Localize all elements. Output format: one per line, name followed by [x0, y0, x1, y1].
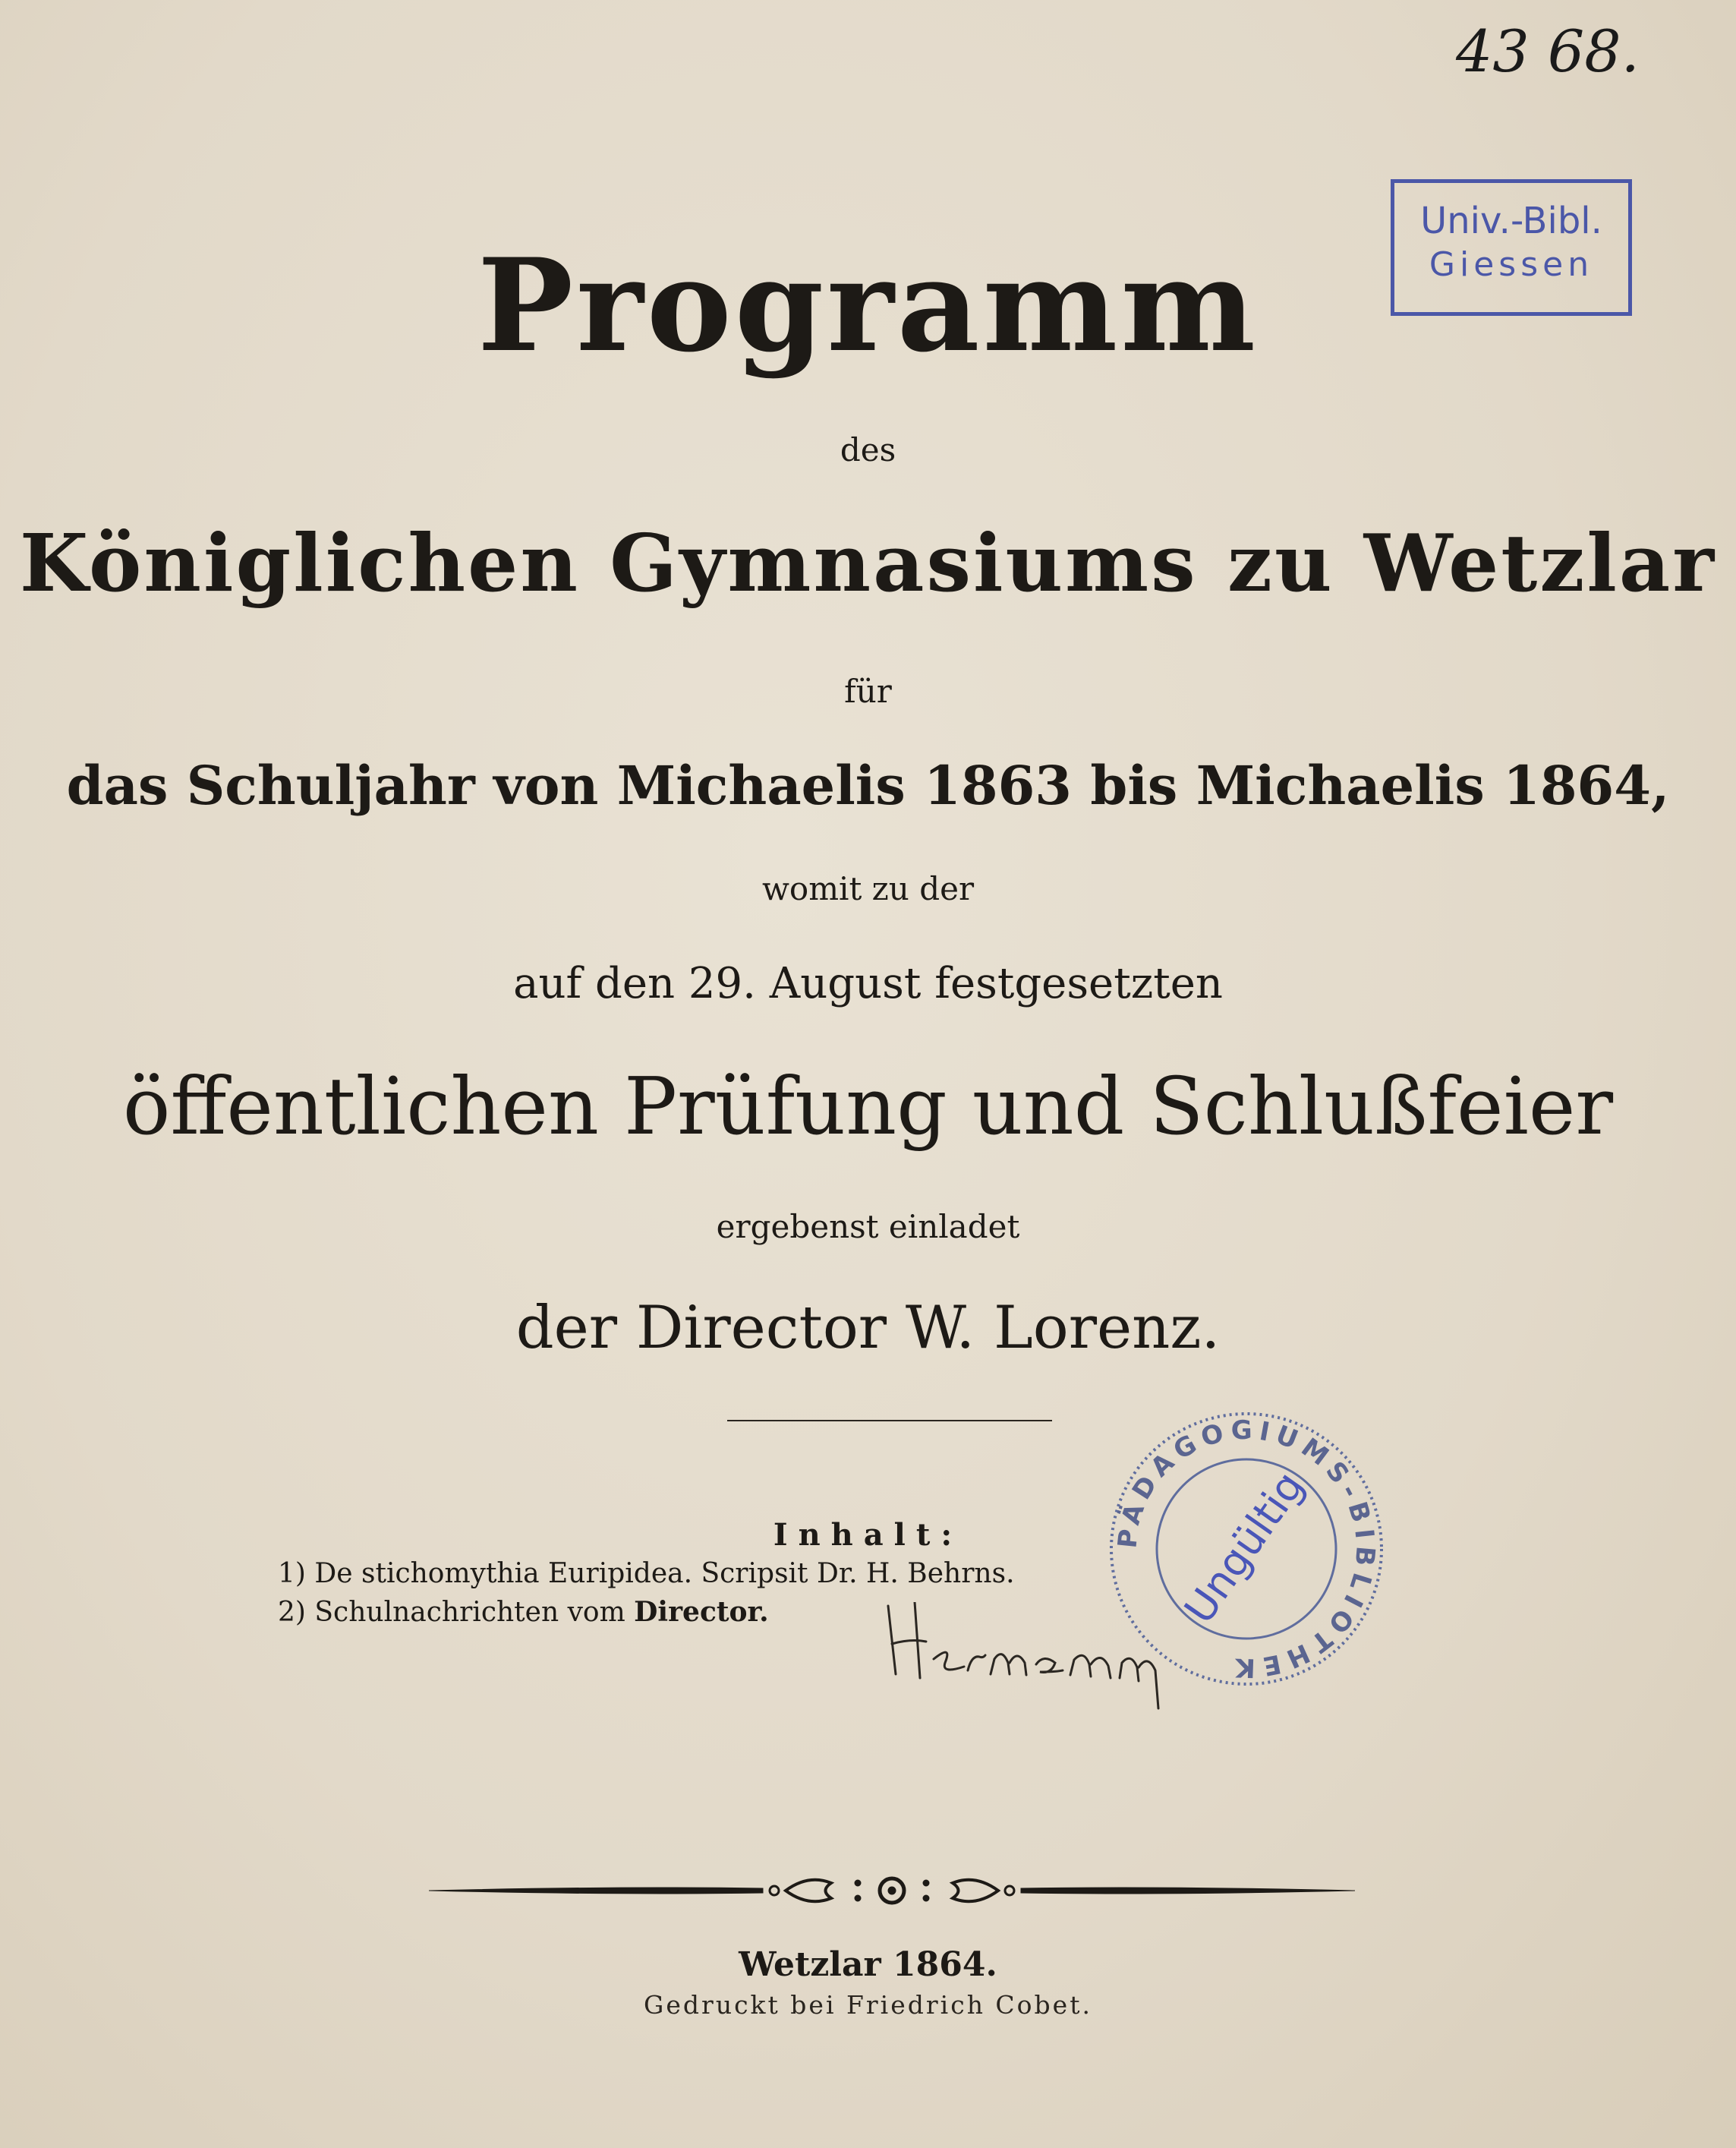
institution-name: Königlichen Gymnasiums zu Wetzlar	[19, 516, 1717, 610]
date-line: auf den 29. August festgesetzten	[513, 959, 1223, 1008]
library-stamp-line1: Univ.-Bibl.	[1420, 200, 1602, 242]
printer-line: Gedruckt bei Friedrich Cobet.	[644, 1990, 1092, 2020]
contents-item-2-bold: Director.	[634, 1596, 769, 1628]
place-year: Wetzlar 1864.	[739, 1945, 997, 1984]
contents-heading: Inhalt:	[773, 1517, 963, 1553]
womit-line: womit zu der	[761, 870, 975, 907]
contents-item-2-text: 2) Schulnachrichten vom	[278, 1597, 625, 1628]
ornament-divider	[429, 1868, 1355, 1913]
event-line: öffentlichen Prüfung und Schlußfeier	[122, 1060, 1614, 1153]
des-line: des	[840, 431, 896, 468]
fuer-line: für	[844, 673, 892, 710]
school-year-line: das Schuljahr von Michaelis 1863 bis Michaelis 1864,	[66, 754, 1670, 817]
round-stamp-ring-text: PÄDAGOGIUMS-BIBLIOTHEK	[1112, 1415, 1381, 1683]
library-stamp-line2: Giessen	[1429, 245, 1594, 284]
director-line: der Director W. Lorenz.	[515, 1294, 1221, 1362]
handwritten-shelfmark: 43 68.	[1456, 17, 1640, 85]
page-title: Programm	[477, 230, 1259, 380]
round-library-stamp	[1102, 1405, 1391, 1693]
round-stamp-center-text: Ungültig	[1175, 1462, 1314, 1632]
invites-line: ergebenst einladet	[716, 1208, 1020, 1245]
contents-item-1: 1) De stichomythia Euripidea. Scripsit Dr. H. Behrns.	[278, 1558, 1015, 1589]
separator-rule	[727, 1420, 1052, 1421]
